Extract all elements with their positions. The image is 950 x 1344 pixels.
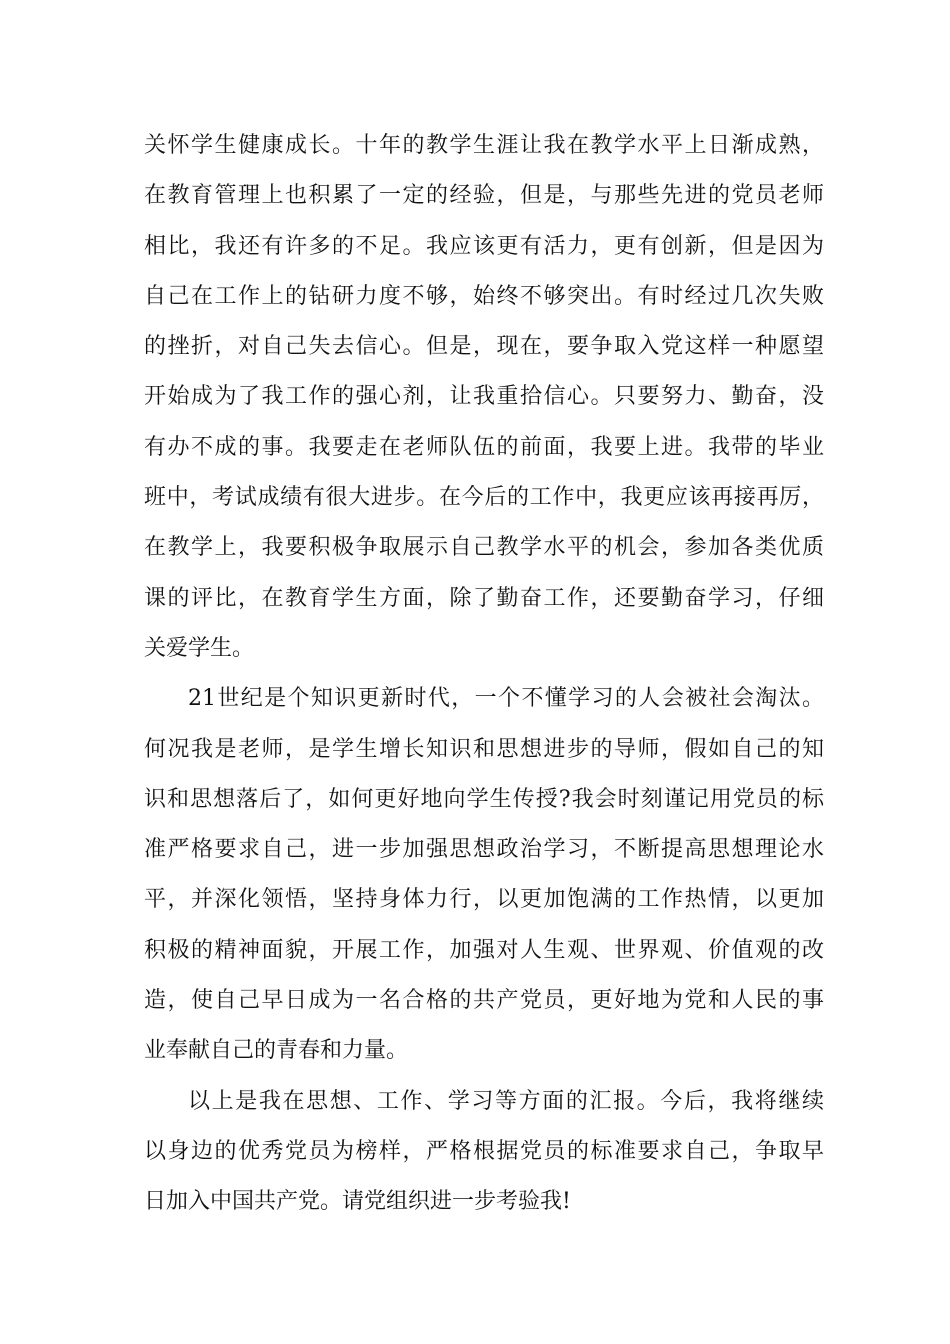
paragraph-line: 以上是我在思想、工作、学习等方面的汇报。今后，我将继续 [188,1088,824,1114]
paragraph-line: 自己在工作上的钻研力度不够，始终不够突出。有时经过几次失败 [144,283,824,309]
paragraph-line: 准严格要求自己，进一步加强思想政治学习，不断提高思想理论水 [144,837,824,863]
paragraph-line: 造，使自己早日成为一名合格的共产党员，更好地为党和人民的事 [144,988,824,1014]
document-body [144,128,824,1235]
paragraph-line: 相比，我还有许多的不足。我应该更有活力，更有创新，但是因为 [144,233,824,259]
paragraph-line: 业奉献自己的青春和力量。 [144,1038,409,1064]
paragraph-line: 以身边的优秀党员为榜样，严格根据党员的标准要求自己，争取早 [144,1138,824,1164]
paragraph-line: 课的评比，在教育学生方面，除了勤奋工作，还要勤奋学习，仔细 [144,585,824,611]
paragraph-line: 班中，考试成绩有很大进步。在今后的工作中，我更应该再接再厉， [144,485,824,511]
paragraph-line: 日加入中国共产党。请党组织进一步考验我! [144,1189,571,1215]
paragraph-line: 平，并深化领悟，坚持身体力行，以更加饱满的工作热情，以更加 [144,887,824,913]
paragraph-line: 积极的精神面貌，开展工作，加强对人生观、世界观、价值观的改 [144,937,824,963]
paragraph-line: 有办不成的事。我要走在老师队伍的前面，我要上进。我带的毕业 [144,434,824,460]
paragraph-line: 的挫折，对自己失去信心。但是，现在，要争取入党这样一种愿望 [144,334,824,360]
paragraph-line: 何况我是老师，是学生增长知识和思想进步的导师，假如自己的知 [144,736,824,762]
paragraph-line: 在教学上，我要积极争取展示自己教学水平的机会，参加各类优质 [144,535,824,561]
paragraph-line: 识和思想落后了，如何更好地向学生传授?我会时刻谨记用党员的标 [144,786,824,812]
paragraph-line: 关怀学生健康成长。十年的教学生涯让我在教学水平上日渐成熟， [144,133,824,158]
paragraph-line: 关爱学生。 [144,635,255,661]
paragraph-line: 21世纪是个知识更新时代，一个不懂学习的人会被社会淘汰。 [188,686,824,712]
paragraph-line: 开始成为了我工作的强心剂，让我重拾信心。只要努力、勤奋，没 [144,384,824,410]
paragraph-line: 在教育管理上也积累了一定的经验，但是，与那些先进的党员老师 [144,183,824,209]
